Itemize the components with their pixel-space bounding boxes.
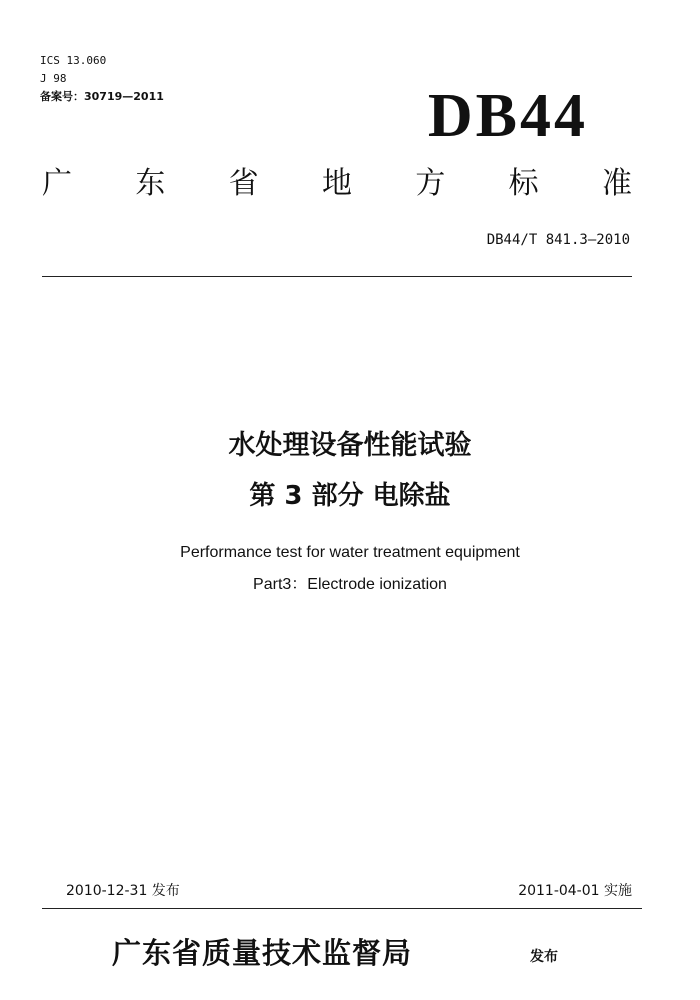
ics-code: ICS 13.060 <box>40 54 107 67</box>
issuing-authority: 广东省质量技术监督局 <box>112 936 413 970</box>
title-english: Performance test for water treatment equipment <box>180 544 520 561</box>
classification-code: J 98 <box>40 72 67 85</box>
record-number: 备案号：30719—2011 <box>40 90 164 103</box>
standard-type-char: 省 <box>228 166 259 201</box>
title-chinese: 水处理设备性能试验 <box>228 430 472 461</box>
implementation-date: 2011-04-01 实施 <box>518 883 632 899</box>
standard-type-char: 地 <box>321 166 352 201</box>
issued-label: 发布 <box>530 949 558 965</box>
standard-number: DB44/T 841.3—2010 <box>486 232 630 248</box>
db44-logo: DB44 <box>427 82 588 150</box>
standard-type-char: 东 <box>135 166 166 201</box>
standard-type-char: 广 <box>42 166 72 201</box>
issue-date: 2010-12-31 发布 <box>66 883 180 899</box>
standard-type-char: 标 <box>508 166 539 201</box>
bottom-divider <box>42 908 642 909</box>
part-title-chinese: 第 3 部分 电除盐 <box>249 481 451 511</box>
part-title-english: Part3：Electrode ionization <box>253 576 447 593</box>
top-divider <box>42 276 632 277</box>
standard-type-char: 准 <box>601 166 632 201</box>
standard-type-char: 方 <box>415 166 446 201</box>
standard-type-heading <box>42 166 632 202</box>
